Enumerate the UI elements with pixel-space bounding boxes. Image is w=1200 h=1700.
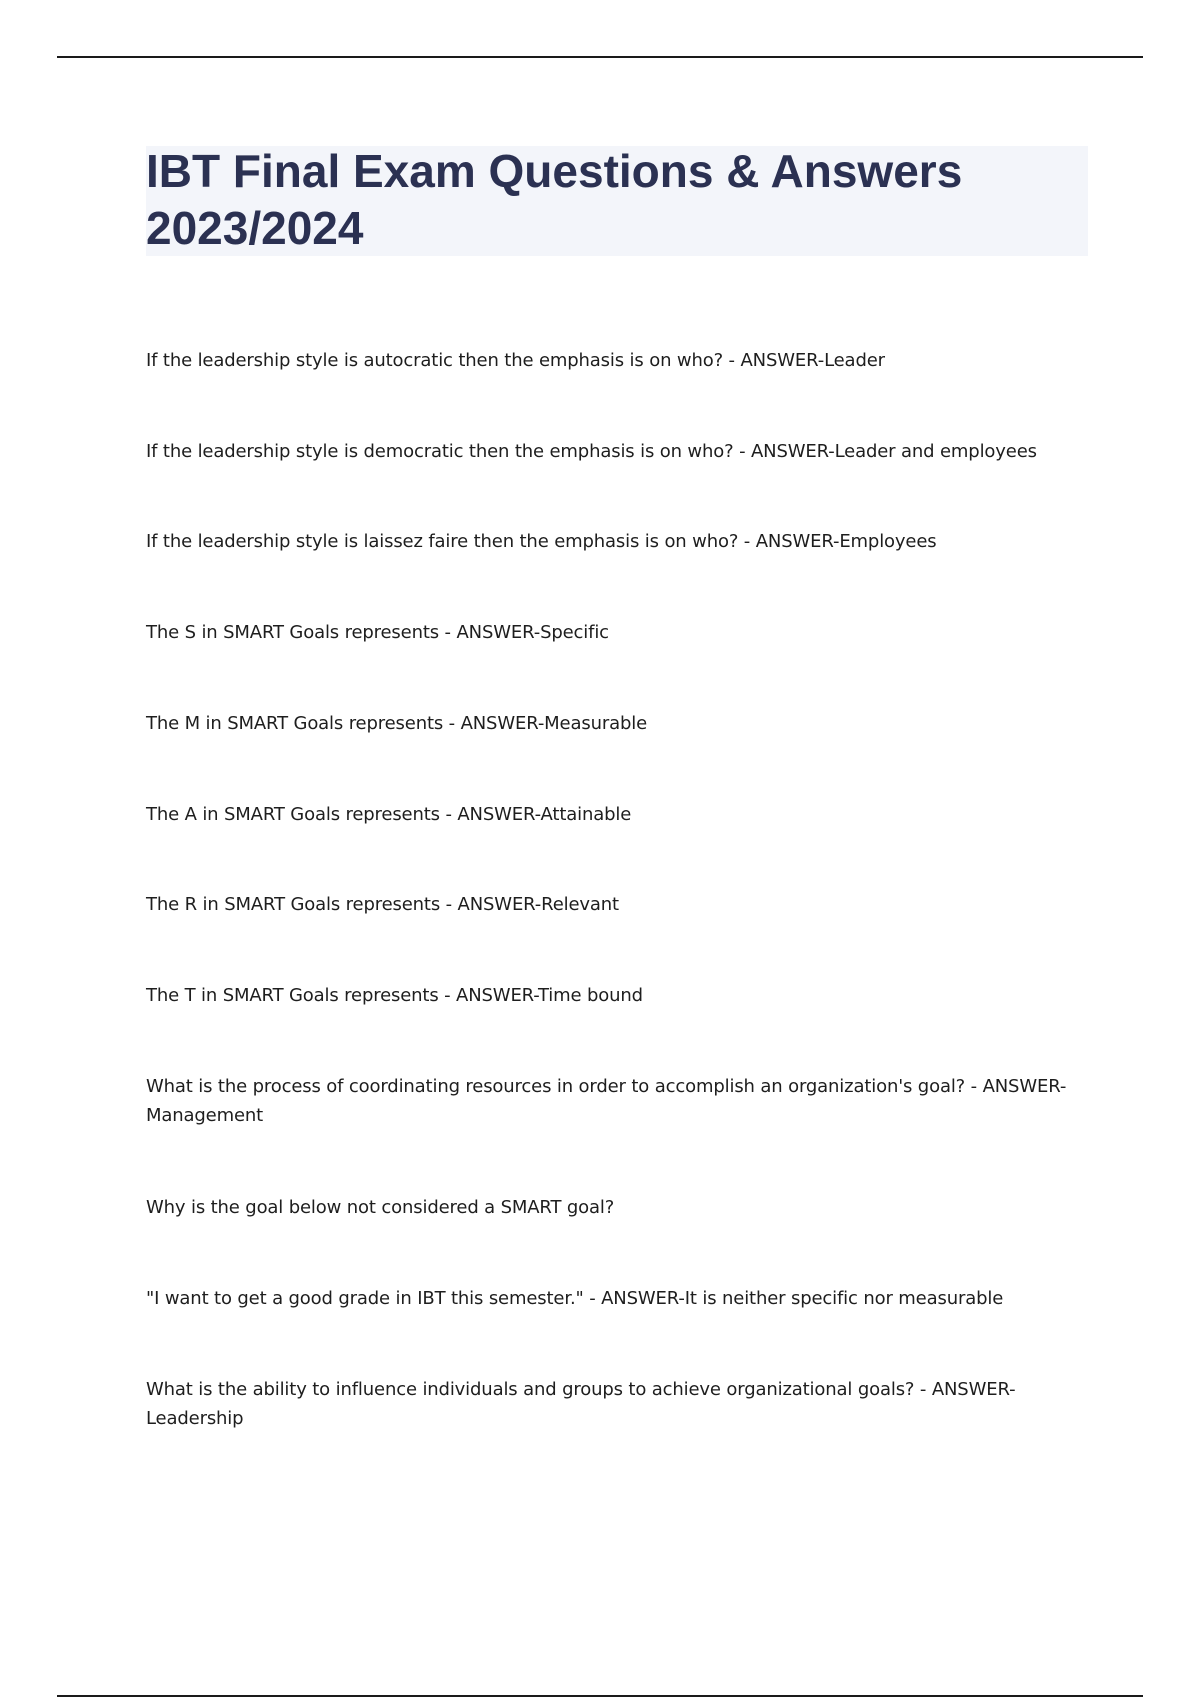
qa-item: If the leadership style is autocratic then the emphasis is on who? - ANSWER-Leader bbox=[146, 350, 885, 371]
qa-item: What is the process of coordinating resources in order to accomplish an organization's goal? - ANSWER-Management bbox=[146, 1076, 1067, 1126]
qa-item: The M in SMART Goals represents - ANSWER-Measurable bbox=[146, 713, 648, 734]
qa-item: The T in SMART Goals represents - ANSWER-Time bound bbox=[146, 985, 643, 1006]
qa-item: The S in SMART Goals represents - ANSWER-Specific bbox=[146, 622, 609, 643]
qa-item: The A in SMART Goals represents - ANSWER-Attainable bbox=[146, 804, 632, 825]
top-rule bbox=[57, 56, 1143, 58]
qa-item: What is the ability to influence individuals and groups to achieve organizational goals? - ANSWER-Leadership bbox=[146, 1379, 1016, 1429]
qa-item: If the leadership style is laissez faire then the emphasis is on who? - ANSWER-Employees bbox=[146, 531, 937, 552]
bottom-rule bbox=[57, 1695, 1143, 1697]
page-title: IBT Final Exam Questions & Answers 2023/2024 bbox=[146, 145, 963, 254]
qa-item: Why is the goal below not considered a SMART goal? bbox=[146, 1197, 615, 1218]
qa-item: If the leadership style is democratic then the emphasis is on who? - ANSWER-Leader and employees bbox=[146, 441, 1037, 462]
title-block bbox=[146, 146, 1088, 256]
qa-item: "I want to get a good grade in IBT this semester." - ANSWER-It is neither specific nor measurable bbox=[146, 1288, 1004, 1309]
qa-item: The R in SMART Goals represents - ANSWER-Relevant bbox=[146, 894, 619, 915]
